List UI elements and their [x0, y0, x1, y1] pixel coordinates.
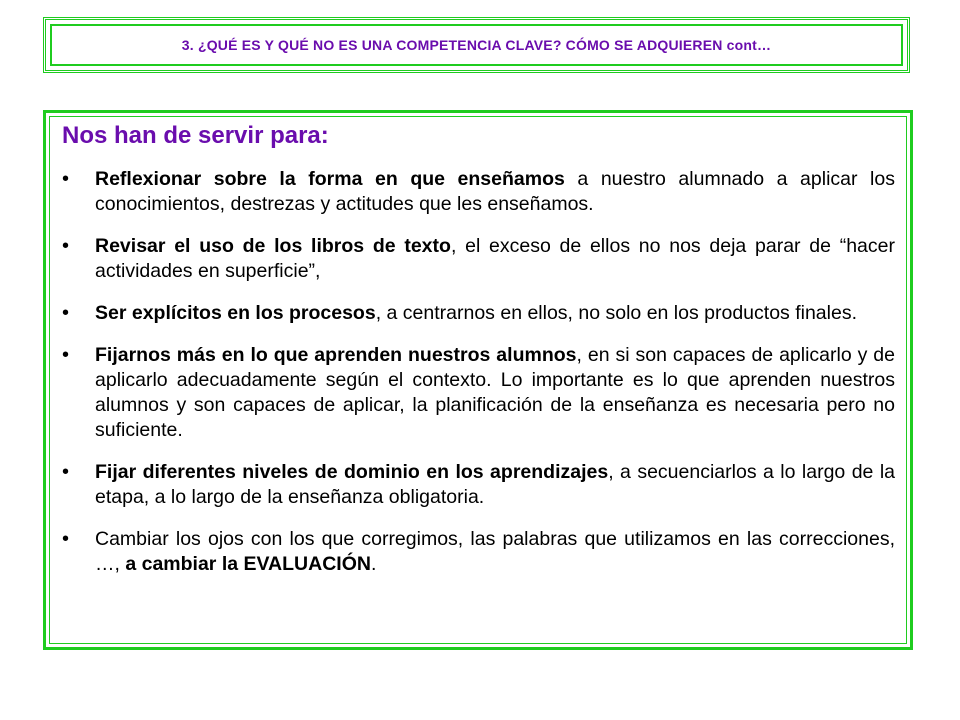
section-heading: Nos han de servir para: — [62, 122, 329, 149]
bullet-item — [62, 167, 895, 217]
bullet-text: . — [370, 553, 377, 575]
bullet-bold-text: Fijar diferentes niveles de dominio en los aprendizajes — [95, 461, 609, 483]
bullet-text: a nuestro alumnado a aplicar los conocimientos, destrezas y actitudes que les enseñamos. — [95, 168, 895, 215]
bullet-text: , el exceso de ellos no nos deja parar de “hacer actividades en superficie”, — [95, 235, 895, 282]
bullet-icon: • — [62, 344, 70, 366]
bullet-bold-text: Reflexionar sobre la forma en que enseñamos — [95, 168, 565, 190]
bullet-text: , en si son capaces de aplicarlo y de aplicarlo adecuadamente según el contexto. Lo importante es lo que aprenden nuestros alumnos y son capaces de aplicar, la planificación de la enseñanza es necesaria pero no suficiente. — [95, 344, 896, 441]
bullet-text: , a centrarnos en ellos, no solo en los productos finales. — [375, 302, 857, 324]
bullet-icon: • — [62, 235, 70, 257]
bullet-icon: • — [62, 168, 70, 190]
content-panel — [43, 110, 913, 650]
bullet-item — [62, 343, 895, 443]
bullet-item — [62, 527, 895, 577]
bullet-item — [62, 301, 895, 326]
bullet-list — [62, 167, 895, 577]
title-banner — [43, 17, 910, 73]
slide-title: 3. ¿QUÉ ES Y QUÉ NO ES UNA COMPETENCIA CLAVE? CÓMO SE ADQUIEREN cont… — [181, 37, 772, 53]
bullet-item — [62, 234, 895, 284]
bullet-icon: • — [62, 528, 70, 550]
bullet-bold-text: a cambiar la EVALUACIÓN — [125, 553, 371, 575]
bullet-text: , a secuenciarlos a lo largo de la etapa, a lo largo de la enseñanza obligatoria. — [95, 461, 895, 508]
bullet-bold-text: Fijarnos más en lo que aprenden nuestros alumnos — [95, 344, 577, 366]
bullet-item — [62, 460, 895, 510]
bullet-bold-text: Revisar el uso de los libros de texto — [95, 235, 451, 257]
bullet-bold-text: Ser explícitos en los procesos — [95, 302, 376, 324]
bullet-pre-text: Cambiar los ojos con los que corregimos, las palabras que utilizamos en las correcciones, …, — [95, 528, 895, 575]
bullet-icon: • — [62, 302, 70, 324]
bullet-icon: • — [62, 461, 70, 483]
